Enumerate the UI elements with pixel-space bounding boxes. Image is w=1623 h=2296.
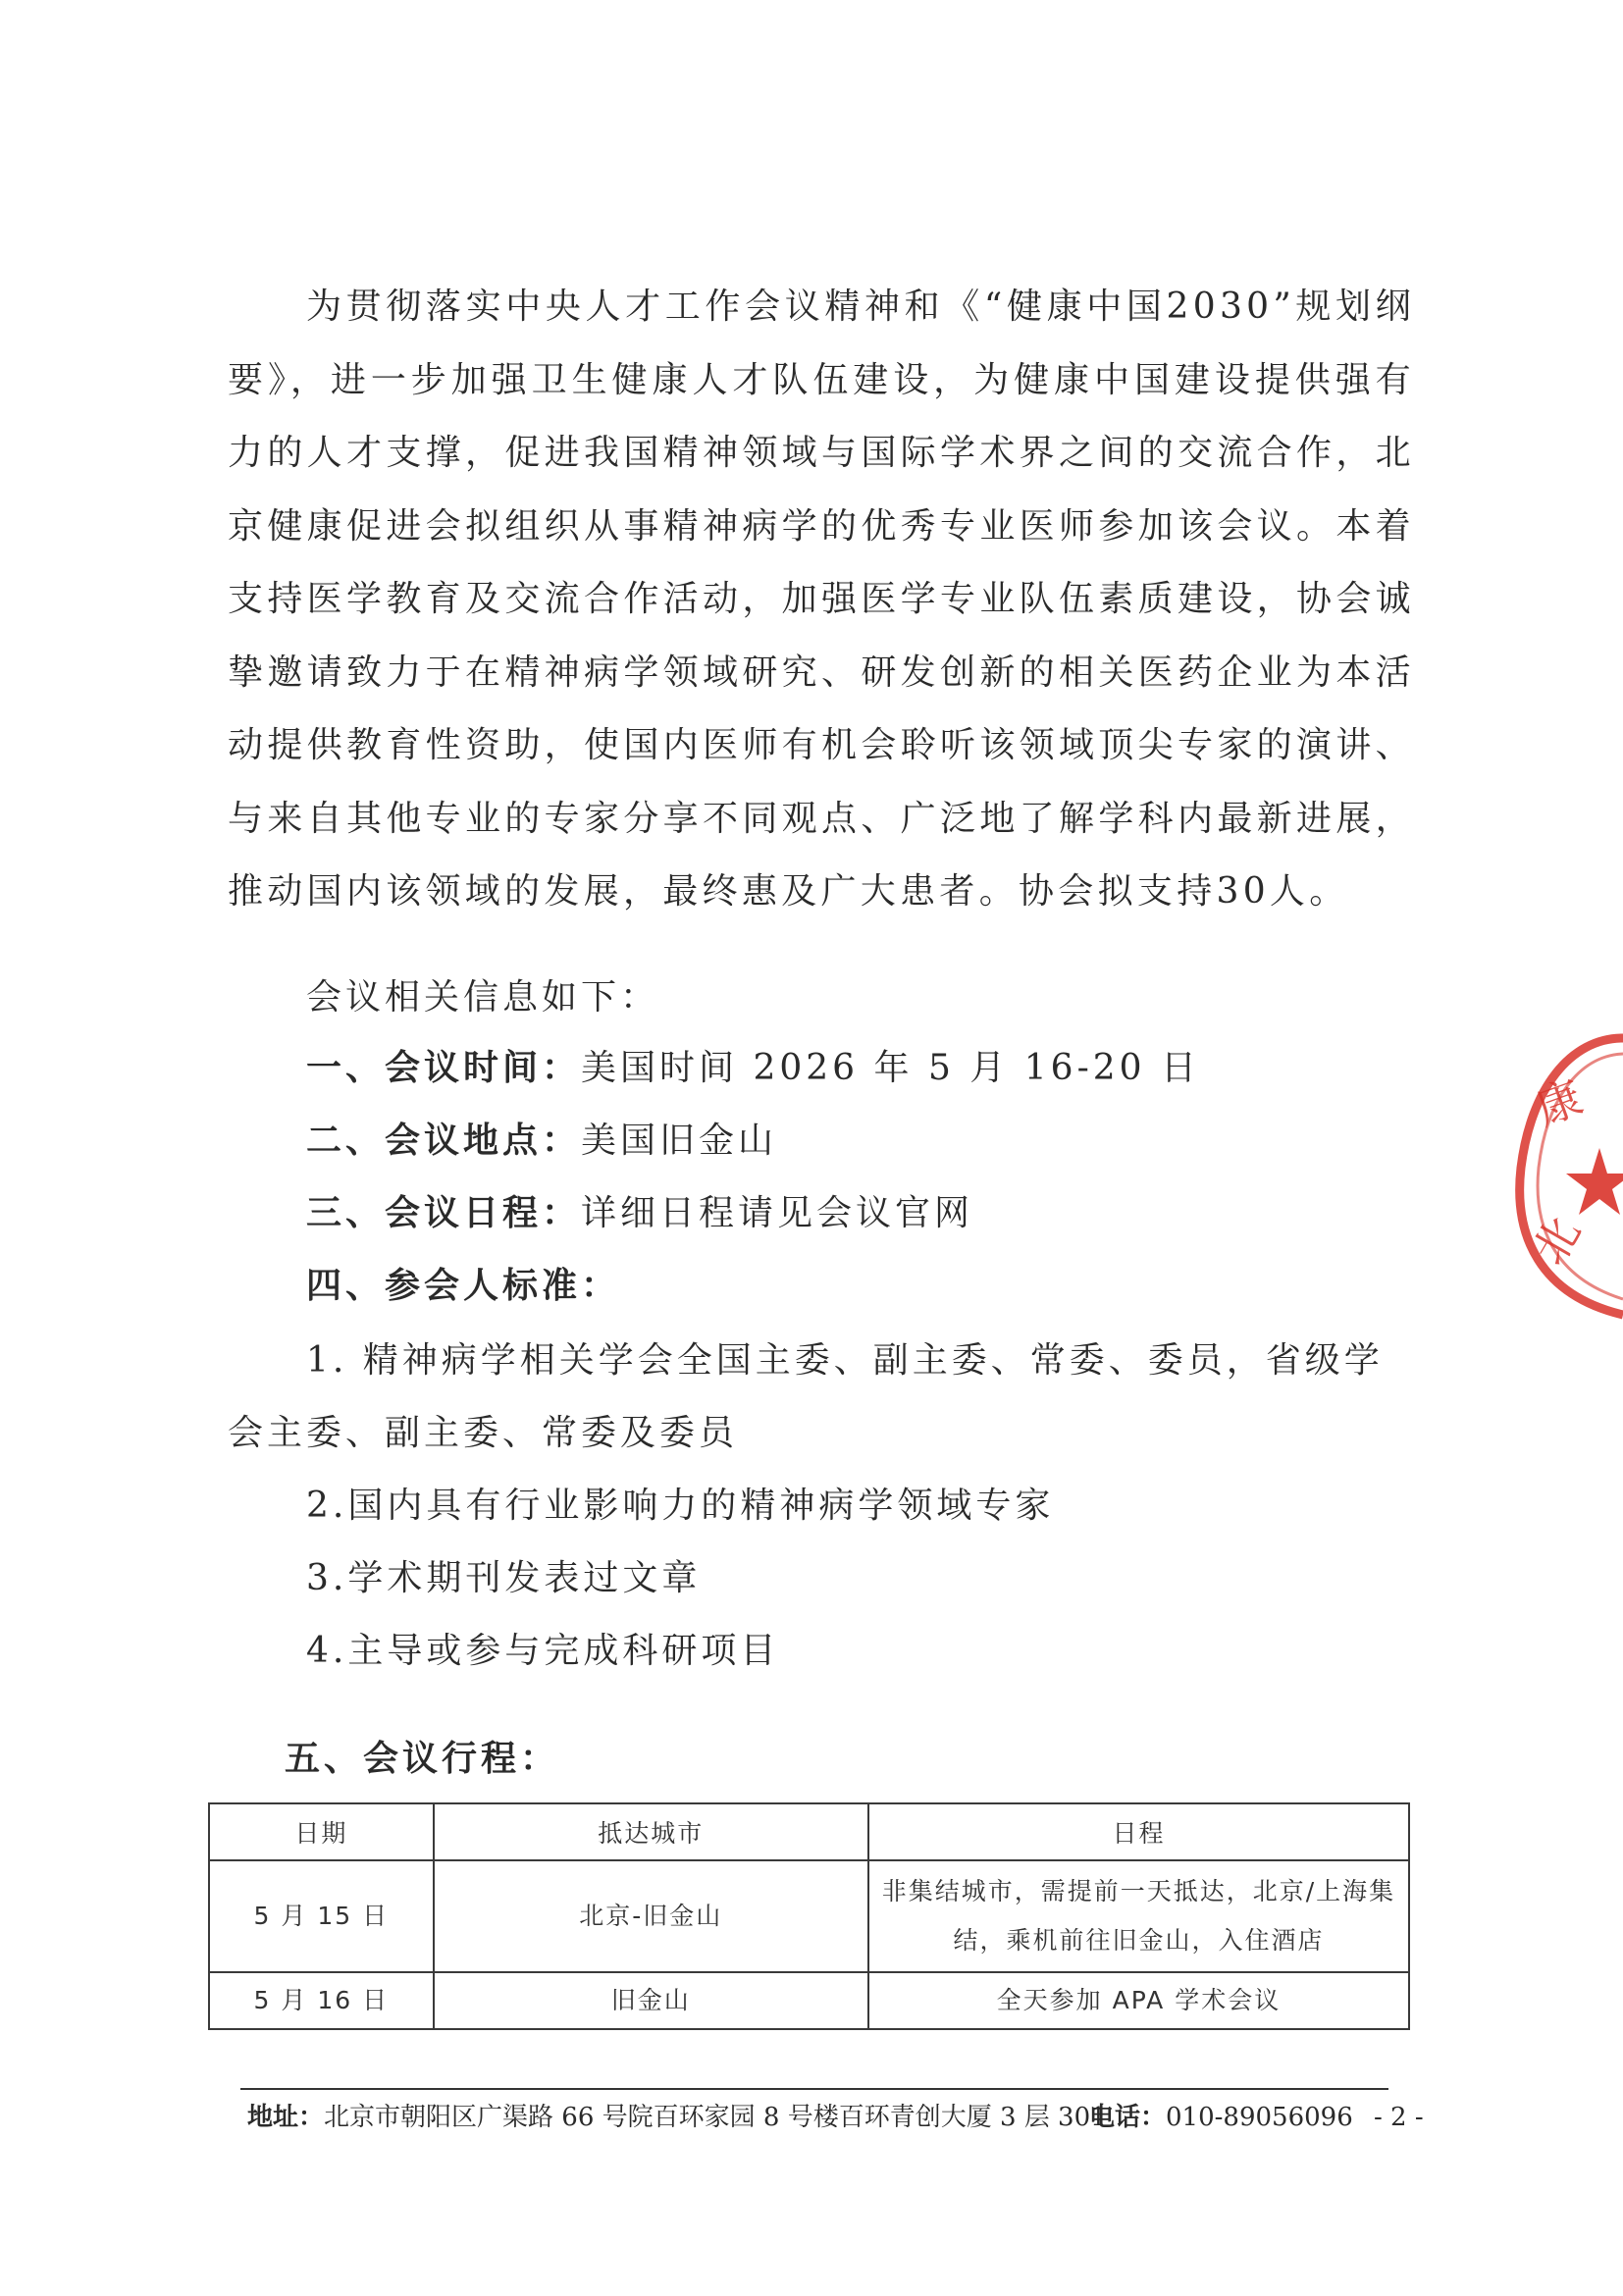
criteria-heading-label: 四、参会人标准： bbox=[306, 1266, 621, 1306]
meeting-schedule-label: 三、会议日程： bbox=[306, 1193, 582, 1233]
criteria-item: 4.主导或参与完成科研项目 bbox=[306, 1631, 780, 1671]
info-lead: 会议相关信息如下： bbox=[306, 977, 660, 1018]
intro-paragraph: 为贯彻落实中央人才工作会议精神和《“健康中国2030”规划纲要》，进一步加强卫生健康人才队伍建设，为健康中国建设提供强有力的人才支撑，促进我国精神领域与国际学术界之间的交流合作，北京健康促进会拟组织从事精神病学的优秀专业医师参加该会议。本着支持医学教育及交流合作活动，加强医学专业队伍素质建设，协会诚挚邀请致力于在精神病学领域研究、研发创新的相关医药企业为本活动提供教育性资助，使国内医师有机会聆听该领域顶尖专家的演讲、与来自其他专业的专家分享不同观点、广泛地了解学科内最新进展，推动国内该领域的发展，最终惠及广大患者。协会拟支持30人。 bbox=[228, 287, 1415, 912]
itinerary-title: 五、会议行程： bbox=[285, 1739, 560, 1779]
meeting-time-value: 美国时间 2026 年 5 月 16-20 日 bbox=[581, 1048, 1200, 1088]
table-row bbox=[209, 1860, 1409, 1972]
address-text: 北京市朝阳区广渠路 66 号院百环家园 8 号楼百环青创大厦 3 层 301 bbox=[324, 2103, 1107, 2132]
phone-text: 010-89056096 bbox=[1166, 2103, 1353, 2132]
meeting-time-label: 一、会议时间： bbox=[306, 1048, 582, 1088]
criteria-item: 3.学术期刊发表过文章 bbox=[306, 1558, 702, 1598]
table-header-date: 日期 bbox=[209, 1803, 434, 1860]
table-cell-date: 5 月 15 日 bbox=[209, 1860, 434, 1972]
footer-phone bbox=[1089, 2100, 1353, 2135]
table-row bbox=[209, 1972, 1409, 2029]
table-header-row bbox=[209, 1803, 1409, 1860]
meeting-place-label: 二、会议地点： bbox=[306, 1121, 582, 1161]
meeting-schedule-value: 详细日程请见会议官网 bbox=[581, 1193, 974, 1233]
seal-char: 北 bbox=[1522, 1207, 1592, 1274]
itinerary-table bbox=[208, 1802, 1410, 2030]
official-seal-stamp bbox=[1511, 1020, 1623, 1334]
meeting-time bbox=[306, 1032, 1503, 1105]
page-number: - 2 - bbox=[1374, 2103, 1424, 2132]
footer-divider bbox=[240, 2088, 1388, 2090]
table-header-city: 抵达城市 bbox=[434, 1803, 868, 1860]
footer-address bbox=[247, 2100, 1107, 2135]
table-header-schedule: 日程 bbox=[868, 1803, 1409, 1860]
criteria-heading bbox=[306, 1250, 1503, 1323]
criteria-item: 2.国内具有行业影响力的精神病学领域专家 bbox=[306, 1486, 1055, 1526]
table-cell-date: 5 月 16 日 bbox=[209, 1972, 434, 2029]
table-cell-city: 北京-旧金山 bbox=[434, 1860, 868, 1972]
meeting-place-value: 美国旧金山 bbox=[581, 1121, 778, 1161]
address-label: 地址： bbox=[247, 2103, 325, 2132]
seal-char: 康 bbox=[1529, 1070, 1590, 1136]
table-cell-schedule: 全天参加 APA 学术会议 bbox=[868, 1972, 1409, 2029]
seal-star bbox=[1566, 1148, 1623, 1215]
phone-label: 电话： bbox=[1089, 2103, 1167, 2132]
table-cell-city: 旧金山 bbox=[434, 1972, 868, 2029]
meeting-place bbox=[306, 1105, 1503, 1177]
criteria-item: 1. 精神病学相关学会全国主委、副主委、常委、委员，省级学会主委、副主委、常委及委员 bbox=[228, 1340, 1384, 1453]
table-cell-schedule: 非集结城市，需提前一天抵达，北京/上海集结，乘机前往旧金山，入住酒店 bbox=[868, 1860, 1409, 1972]
meeting-schedule bbox=[306, 1177, 1503, 1250]
